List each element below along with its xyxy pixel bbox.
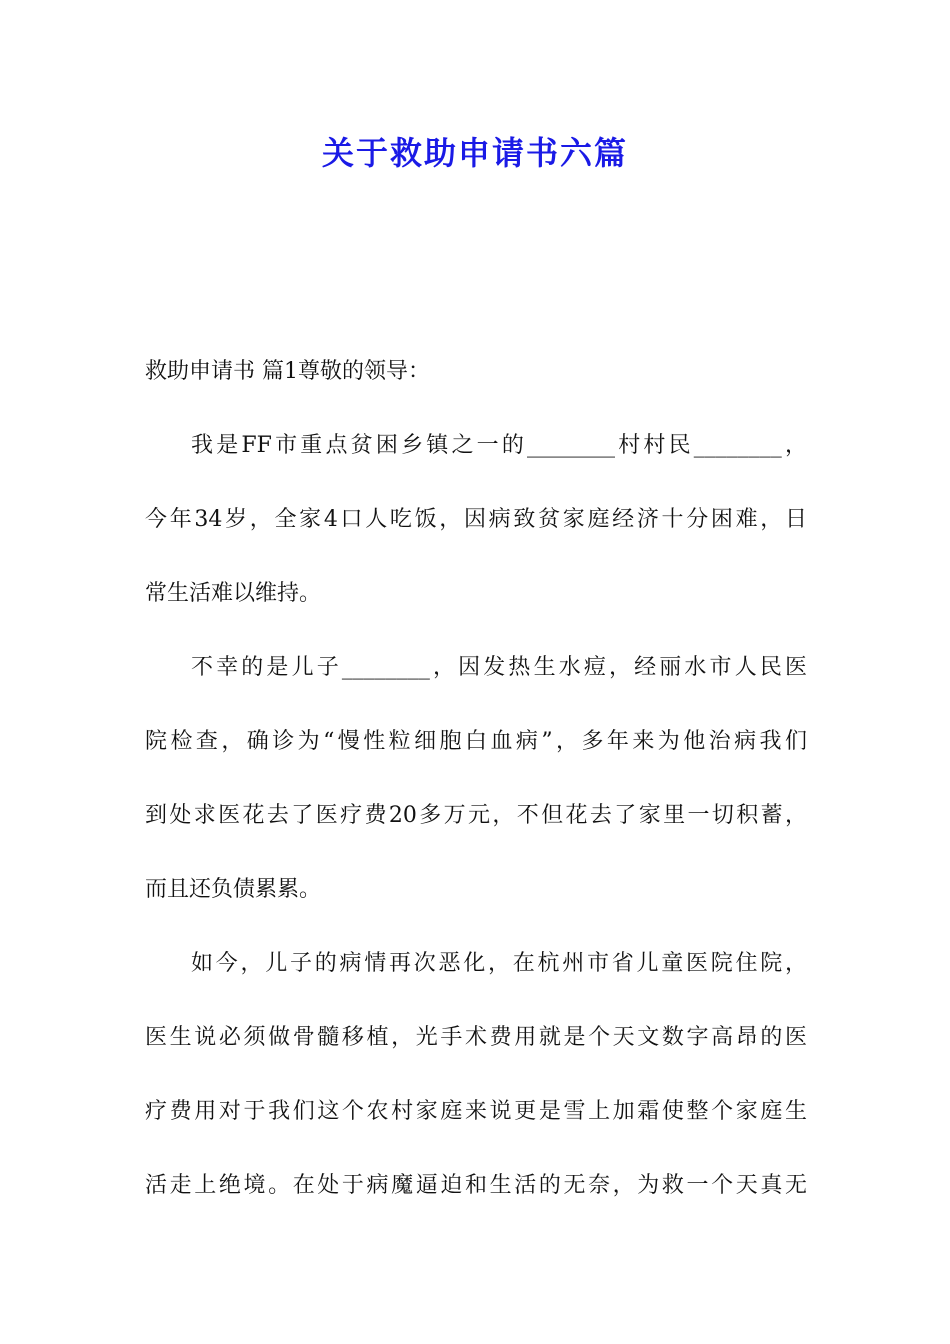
body-line: 而且还负债累累。 xyxy=(145,877,322,902)
body-line: 活走上绝境。在处于病魔逼迫和生活的无奈，为救一个天真无 xyxy=(145,1173,807,1198)
body-line: 到处求医花去了医疗费20多万元，不但花去了家里一切积蓄， xyxy=(145,803,807,828)
body-line: 疗费用对于我们这个农村家庭来说更是雪上加霜使整个家庭生 xyxy=(145,1099,807,1124)
document-title: 关于救助申请书六篇 xyxy=(321,134,628,172)
body-line: 不幸的是儿子________，因发热生水痘，经丽水市人民医 xyxy=(191,655,807,680)
body-line: 医生说必须做骨髓移植，光手术费用就是个天文数字高昂的医 xyxy=(145,1025,807,1050)
salutation-line: 救助申请书 篇1尊敬的领导： xyxy=(145,359,430,384)
body-line: 院检查，确诊为“慢性粒细胞白血病”，多年来为他治病我们 xyxy=(145,729,807,754)
body-line: 我是FF市重点贫困乡镇之一的________村村民________， xyxy=(191,433,807,458)
body-line: 今年34岁，全家4口人吃饭，因病致贫家庭经济十分困难，日 xyxy=(145,507,807,532)
document-body xyxy=(145,335,807,1223)
body-line: 常生活难以维持。 xyxy=(145,581,322,606)
body-line: 如今，儿子的病情再次恶化，在杭州市省儿童医院住院， xyxy=(191,951,807,976)
